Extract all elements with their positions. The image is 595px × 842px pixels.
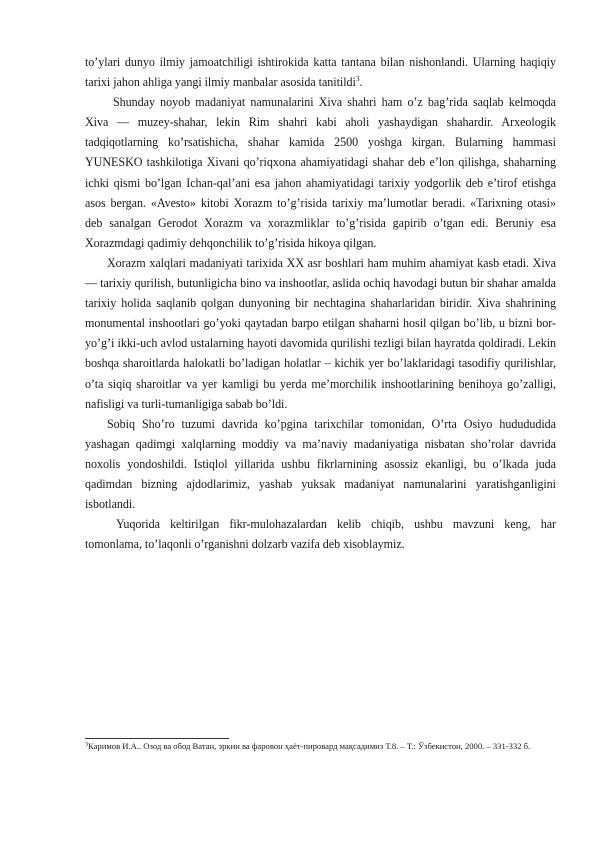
footnote [85,741,555,752]
paragraph-4 [85,414,556,514]
document-body [85,52,556,554]
paragraph-1-text: to’ylari dunyo ilmiy jamoatchiligi ishtirokida katta tantana bilan nishonlandi. Ularning haqiqiy tarixi jahon ahliga yangi ilmiy manbalar asosida tanitildi [85,55,556,90]
paragraph-5 [85,514,556,554]
paragraph-4-text: Sobiq Sho’ro tuzumi davrida ko’pgina tarixchilar tomonidan, O’rta Osiyo hudududida yashagan qadimgi xalqlarning moddiy va ma’naviy madaniyatiga nisbatan sho’rolar davrida noxolis yondoshildi. Istiqlol yillarida ushbu fikrlarnining asossiz ekanligi, bu o’lkada juda qadimdan bizning ajdodlarimiz, yashab yuksak madaniyat namunalarini yaratishganligini isbotlandi. [85,416,556,512]
footnote-mark: 3 [85,742,88,748]
paragraph-3-text: Xorazm xalqlari madaniyati tarixida XX asr boshlari ham muhim ahamiyat kasb etadi. Xiva — tarixiy qurilish, butunligicha bino va inshootlar, aslida ochiq havodagi butun bir shahar amalda tarixiy holida saqlanib qolgan dunyoning bir nechtagina shaharlaridan biridir. Xiva shahrining monumental inshootlari go’yoki qaytadan barpo etilgan shaharni hosil qilgan bo’lib, u bizni bor-yo’g’i ikki-uch avlod ustalarning hayoti davomida qurilishi tezligi bilan hayratda qoldiradi. Lekin boshqa sharoitlarda halokatli bo’ladigan holatlar – kichik yer bo’laklaridagi tasodifiy qurilishlar, o’ta siqiq sharoitlar va yer kamligi bu yerda me’morchilik inshootlarining benihoya go’zalligi, nafisligi va turli-tumanligiga sabab bo’ldi. [85,255,556,411]
paragraph-2 [85,92,556,253]
paragraph-2-text: Shunday noyob madaniyat namunalarini Xiva shahri ham o’z bag’rida saqlab kelmoqda Xiva — muzey-shahar, lekin Rim shahri kabi aholi yashaydigan shahardir. Arxeologik tadqiqotlarning ko’rsatishicha, shahar kamida 2500 yoshga kirgan. Bularning hammasi YUNESKO tashkilotiga Xivani qo’riqxona ahamiyatidagi shahar deb e’lon qilishga, shaharning ichki qismi bo’lgan Ichan-qal’ani esa jahon ahamiyatidagi tarixiy yodgorlik deb e’tirof etishga asos bergan. «Avesto» kitobi Xorazm to’g’risida tarixiy ma’lumotlar beradi. «Tarixning otasi» deb sanalgan Gerodot Xorazm va xorazmliklar to’g’risida gapirib o’tgan edi. Beruniy esa Xorazmdagi qadimiy dehqonchilik to’g’risida hikoya qilgan. [85,95,556,250]
footnote-ref-3: 3 [355,74,360,84]
paragraph-5-text: Yuqorida keltirilgan fikr-mulohazalardan kelib chiqib, ushbu mavzuni keng, har tomonlama, to’laqonli o’rganishni dolzarb vazifa deb xisoblaymiz. [85,517,556,552]
footnote-text: Каримов И.А.. Озод ва обод Ватан, эркин ва фаровон ҳаёт-пировард мақсадимиз Т.8. – Т.: Ўзбекистон, 2000. – 331-332 б. [88,741,531,751]
footnote-divider [85,738,229,739]
paragraph-3 [85,253,556,414]
paragraph-1 [85,52,556,92]
paragraph-1-tail: . [359,75,363,90]
